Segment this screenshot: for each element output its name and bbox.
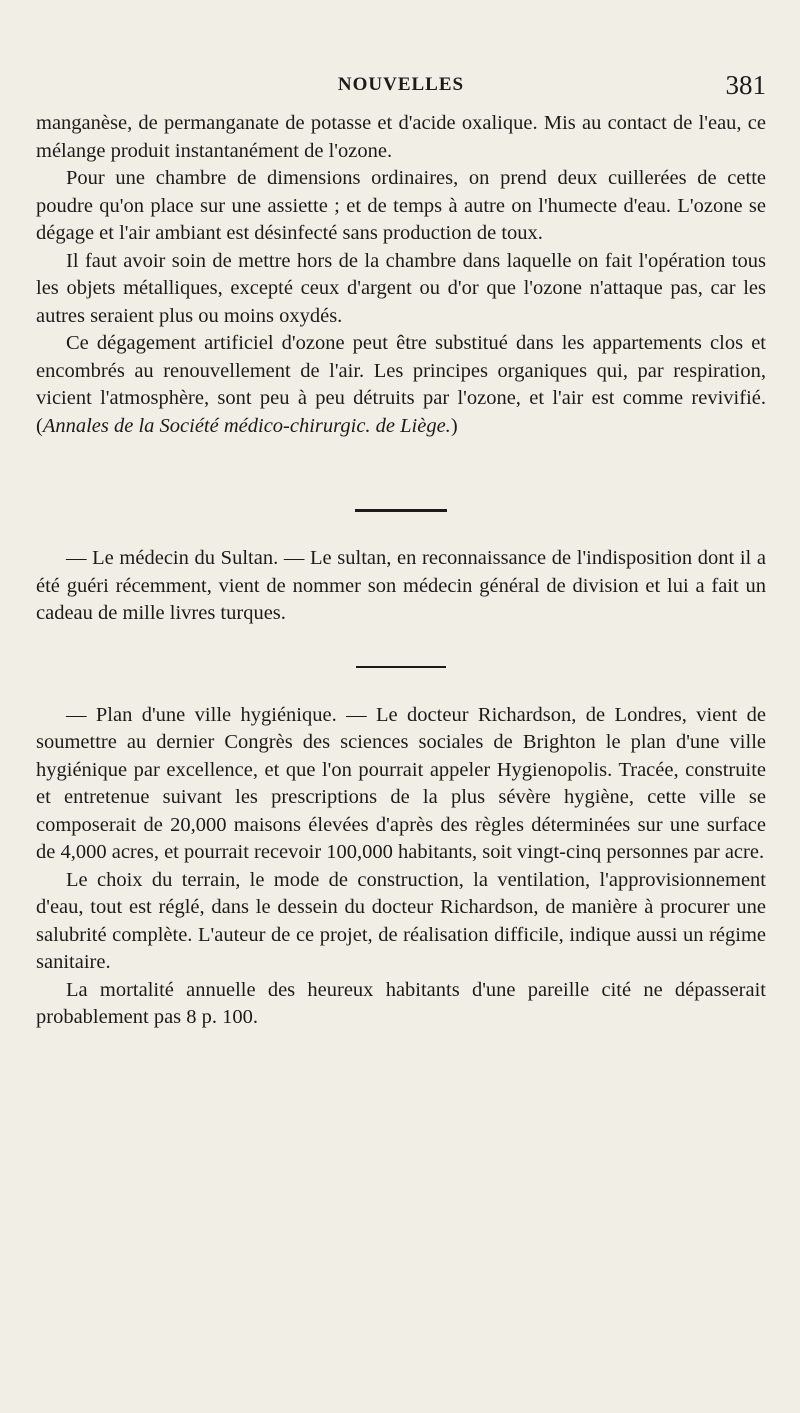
article-sultan-physician [36,545,766,628]
article-ozone [36,110,766,440]
running-title: NOUVELLES [337,74,465,95]
paragraph-city-mortality: La mortalité annuelle des heureux habitants d'une pareille cité ne dépasserait probablement pas 8 p. 100. [36,978,766,1028]
section-divider [356,666,446,668]
paragraph-ozone-metals: Il faut avoir soin de mettre hors de la chambre dans laquelle on fait l'opération tous les objets métalliques, excepté ceux d'argent ou d'or que l'ozone n'attaque pas, car les autres seraient plus ou moins oxydés. [36,249,766,327]
article-hygienic-city [36,702,766,1032]
page-number: 381 [725,70,766,100]
page-body [36,110,766,1032]
page [36,70,766,1032]
paragraph-ozone-substitution: Ce dégagement artificiel d'ozone peut être substitué dans les appartements clos et encombrés au renouvellement de l'air. Les principes organiques qui, par respiration, vicient l'atmosphère, sont peu à peu détruits par l'ozone, et l'air est comme revivifié. (Annales de la Société médico-chirurgic. de Liège.) [36,332,766,437]
paragraph-ozone-continued: manganèse, de permanganate de potasse et d'acide oxalique. Mis au contact de l'eau, ce mélange produit instantanément de l'ozone. [36,112,766,162]
paragraph-sultan: — Le médecin du Sultan. — Le sultan, en reconnaissance de l'indisposition dont il a été guéri récemment, vient de nommer son médecin général de division et lui a fait un cadeau de mille livres turques. [36,547,766,624]
paragraph-text: Ce dégagement artificiel d'ozone peut être substitué dans les appartements clos et encombrés au renouvellement de l'air. Les principes organiques qui, par respiration, vicient l'atmosphère, sont peu à peu détruits par l'ozone, et l'air est comme revivifié. [36,332,766,409]
paragraph-ozone-room: Pour une chambre de dimensions ordinaires, on prend deux cuillerées de cette poudre qu'on place sur une assiette ; et de temps à autre on l'humecte d'eau. L'ozone se dégage et l'air ambiant est désinfecté sans production de toux. [36,167,766,244]
paragraph-city-design: Le choix du terrain, le mode de construction, la ventilation, l'approvisionnement d'eau, tout est réglé, dans le dessein du docteur Richardson, de manière à procurer une salubrité complète. L'auteur de ce projet, de réalisation difficile, indique aussi un régime sanitaire. [36,868,766,973]
source-citation: Annales de la Société médico-chirurgic. de Liège. [42,414,451,437]
page-header [36,70,766,110]
paragraph-city-plan: — Plan d'une ville hygiénique. — Le docteur Richardson, de Londres, vient de soumettre au dernier Congrès des sciences sociales de Brighton le plan d'une ville hygiénique par excellence, et que l'on pourrait appeler Hygienopolis. Tracée, construite et entretenue suivant les prescriptions de la plus sévère hygiène, cette ville se composerait de 20,000 maisons élevées d'après des règles déterminées sur une surface de 4,000 acres, et pourrait recevoir 100,000 habitants, soit vingt-cinq personnes par acre. [36,703,766,863]
section-divider [355,509,447,512]
